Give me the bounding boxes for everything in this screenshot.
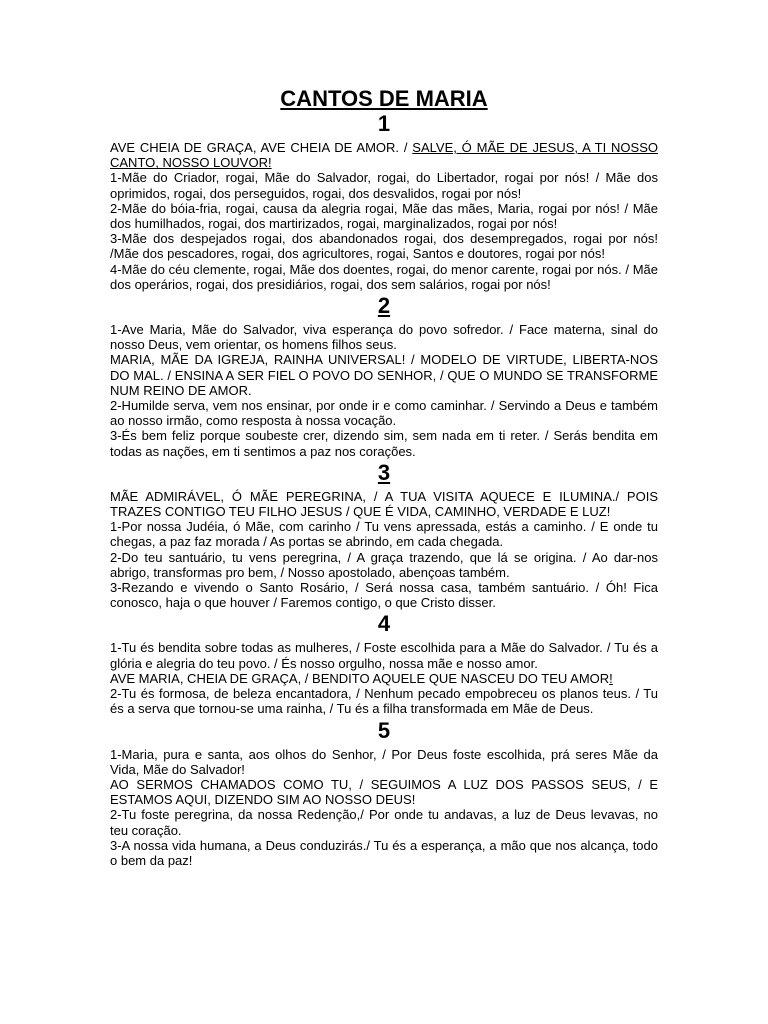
song-paragraph — [110, 231, 658, 261]
section-gap — [110, 868, 658, 870]
paragraph-text: MÃE ADMIRÁVEL, Ó MÃE PEREGRINA, / A TUA VISITA AQUECE E ILUMINA./ POIS TRAZES CONTIGO TEU FILHO JESUS / QUE É VIDA, CAMINHO, VERDADE E LUZ! — [110, 488, 658, 520]
song-number: 2 — [377, 293, 391, 319]
song-paragraph — [110, 170, 658, 200]
song-paragraph — [110, 777, 658, 807]
song-paragraph — [110, 322, 658, 352]
song-paragraph — [110, 671, 658, 686]
song-paragraph — [110, 807, 658, 837]
song-section — [110, 461, 658, 613]
paragraph-text: AVE CHEIA DE GRAÇA, AVE CHEIA DE AMOR. / — [110, 140, 413, 155]
paragraph-text: AVE MARIA, CHEIA DE GRAÇA, / BENDITO AQUELE QUE NASCEU DO TEU AMOR — [110, 670, 610, 686]
song-section — [110, 612, 658, 718]
song-number: 5 — [377, 717, 391, 743]
song-paragraph — [110, 428, 658, 458]
paragraph-text: 3-Mãe dos despejados rogai, dos abandonados rogai, dos desempregados, rogai por nós! /Mãe dos pescadores, rogai, dos agricultores, rogai, Santos e doutores, rogai por nós! — [110, 231, 658, 262]
paragraph-text: 3-A nossa vida humana, a Deus conduzirás./ Tu és a esperança, a mão que nos alcança, todo o bem da paz! — [110, 837, 658, 868]
paragraph-text: 2-Do teu santuário, tu vens peregrina, / A graça trazendo, que lá se origina. / Ao dar-nos abrigo, transformas pro bem, / Nosso apostolado, abençoas também. — [110, 549, 658, 580]
song-paragraph — [110, 262, 658, 292]
song-paragraph — [110, 580, 658, 610]
paragraph-text: 3-Rezando e vivendo o Santo Rosário, / Será nossa casa, também santuário. / Óh! Fica conosco, haja o que houver / Faremos contigo, o que Cristo disser. — [110, 580, 658, 611]
song-paragraph — [110, 140, 658, 170]
song-section — [110, 112, 658, 294]
paragraph-text: 4-Mãe do céu clemente, rogai, Mãe dos doentes, rogai, do menor carente, rogai por nós. / Mãe dos operários, rogai, dos presidiários, rogai, dos sem salários, rogai por nós! — [110, 261, 658, 292]
paragraph-text: 3-És bem feliz porque soubeste crer, dizendo sim, sem nada em ti reter. / Serás bendita em todas as nações, em ti sentimos a paz nos corações. — [110, 428, 658, 459]
paragraph-text: 1-Tu és bendita sobre todas as mulheres, / Foste escolhida para a Mãe do Salvador. / Tu és a glória e alegria do teu povo. / És nosso orgulho, nossa mãe e nosso amor. — [110, 640, 658, 671]
paragraph-text: 1-Mãe do Criador, rogai, Mãe do Salvador, rogai, do Libertador, rogai por nós! / Mãe dos oprimidos, rogai, dos perseguidos, rogai, dos desvalidos, rogai por nós! — [110, 170, 658, 201]
song-number: 1 — [377, 111, 391, 136]
underlined-text: ! — [609, 670, 613, 686]
paragraph-text: MARIA, MÃE DA IGREJA, RAINHA UNIVERSAL! / MODELO DE VIRTUDE, LIBERTA-NOS DO MAL. / ENSINA A SER FIEL O POVO DO SENHOR, / QUE O MUNDO SE TRANSFORME NUM REINO DE AMOR. — [110, 352, 658, 398]
song-paragraph — [110, 352, 658, 398]
song-list — [110, 112, 658, 870]
paragraph-text: AO SERMOS CHAMADOS COMO TU, / SEGUIMOS A LUZ DOS PASSOS SEUS, / E ESTAMOS AQUI, DIZENDO SIM AO NOSSO DEUS! — [110, 776, 658, 808]
song-number: 3 — [377, 459, 391, 485]
song-paragraph — [110, 201, 658, 231]
song-paragraph — [110, 398, 658, 428]
underlined-text: SALVE, Ó MÃE DE JESUS, A TI NOSSO CANTO, NOSSO LOUVOR! — [110, 140, 658, 171]
paragraph-text: 1-Por nossa Judéia, ó Mãe, com carinho / Tu vens apressada, estás a caminho. / E onde tu chegas, a paz faz morada / As portas se abrindo, em cada chegada. — [110, 519, 658, 550]
paragraph-text: 1-Ave Maria, Mãe do Salvador, viva esperança do povo sofredor. / Face materna, sinal do nosso Deus, vem orientar, os homens filhos seus. — [110, 322, 658, 353]
song-section — [110, 719, 658, 871]
song-paragraph — [110, 686, 658, 716]
song-paragraph — [110, 838, 658, 868]
paragraph-text: 2-Mãe do bóia-fria, rogai, causa da alegria rogai, Mãe das mães, Maria, rogai por nós! / Mãe dos humilhados, rogai, dos martirizados, rogai, marginalizados, rogai por nós! — [110, 200, 658, 232]
document-content — [110, 86, 658, 870]
paragraph-text: 2-Humilde serva, vem nos ensinar, por onde ir e como caminhar. / Servindo a Deus e também ao nosso irmão, como resposta à nossa vocação. — [110, 398, 658, 429]
document-title: CANTOS DE MARIA — [280, 86, 488, 111]
song-paragraph — [110, 519, 658, 549]
song-paragraph — [110, 747, 658, 777]
paragraph-text: 2-Tu foste peregrina, da nossa Redenção,/ Por onde tu andavas, a luz de Deus levavas, no teu coração. — [110, 807, 658, 838]
paragraph-text: 1-Maria, pura e santa, aos olhos do Senhor, / Por Deus foste escolhida, prá seres Mãe da Vida, Mãe do Salvador! — [110, 746, 658, 777]
song-paragraph — [110, 640, 658, 670]
paragraph-text: 2-Tu és formosa, de beleza encantadora, / Nenhum pecado empobreceu os planos teus. / Tu és a serva que tornou-se uma rainha, / Tu és a filha transformada em Mãe de Deus. — [110, 686, 658, 717]
song-paragraph — [110, 550, 658, 580]
song-number: 4 — [377, 611, 391, 637]
song-paragraph — [110, 489, 658, 519]
song-section — [110, 294, 658, 461]
